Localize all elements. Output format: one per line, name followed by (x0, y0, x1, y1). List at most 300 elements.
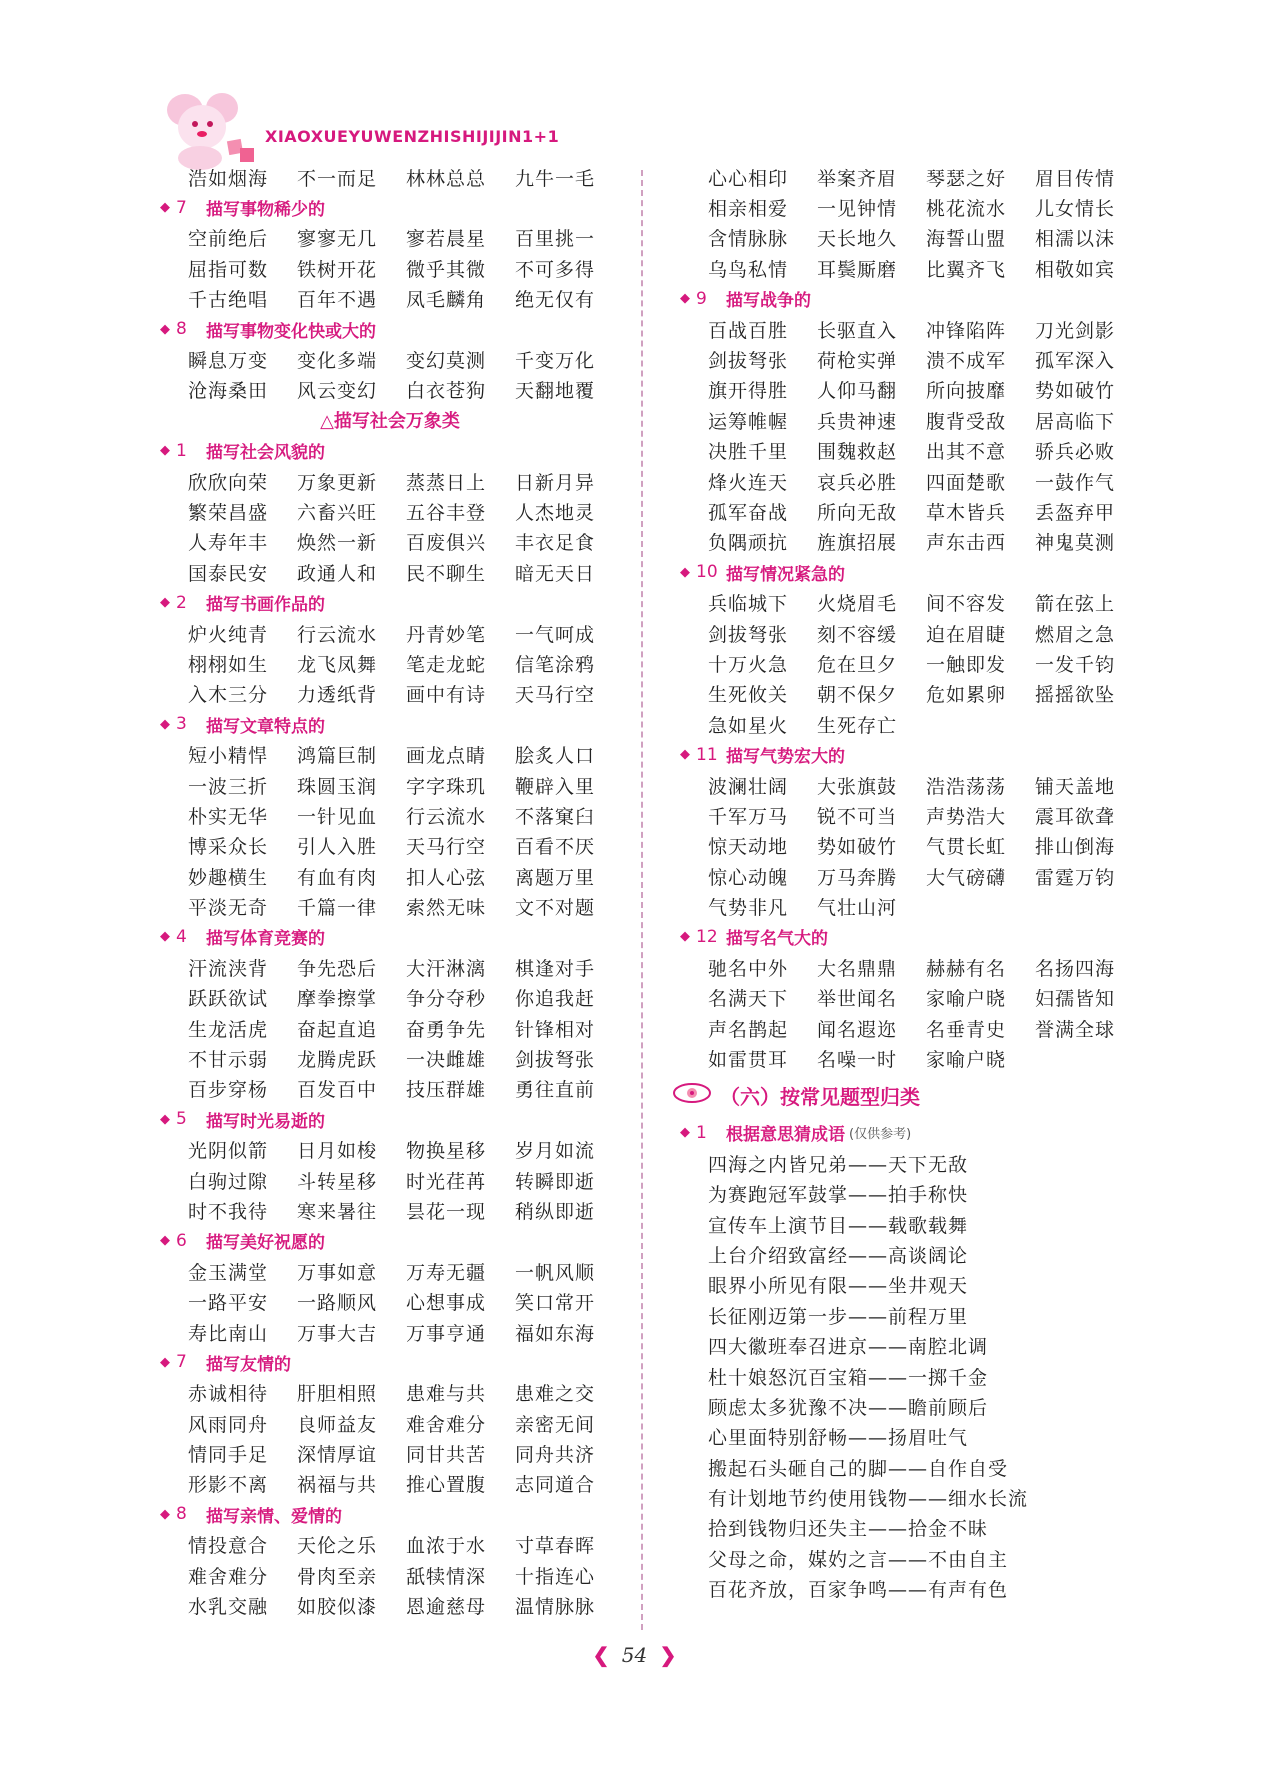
idiom: 海誓山盟 (926, 228, 1007, 251)
idiom: 鸿篇巨制 (297, 745, 378, 768)
idiom: 十万火急 (708, 653, 789, 676)
idiom: 大张旗鼓 (817, 775, 898, 798)
idiom: 势如破竹 (817, 836, 898, 859)
idiom: 龙腾虎跃 (297, 1049, 378, 1072)
idiom: 舐犊情深 (406, 1565, 487, 1588)
idiom: 名满天下 (708, 988, 789, 1011)
idiom: 民不聊生 (406, 562, 487, 585)
idiom: 气势非凡 (708, 897, 789, 920)
subsection-title: 描写事物变化快或大的 (206, 321, 376, 342)
idiom: 人杰地灵 (515, 501, 596, 524)
subsection-title: 描写体育竞赛的 (206, 929, 325, 950)
idiom: 心心相印 (708, 167, 789, 190)
idiom: 力透纸背 (297, 684, 378, 707)
idiom: 物换星移 (406, 1140, 487, 1163)
riddle-line: 搬起石头砸自己的脚——自作自受 (708, 1457, 1009, 1480)
idiom: 六畜兴旺 (297, 501, 378, 524)
subsection-title: 描写情况紧急的 (726, 564, 845, 585)
subsection-heading (160, 192, 620, 222)
idiom-row (160, 223, 620, 253)
subsection-heading (160, 587, 620, 617)
idiom: 瞬息万变 (188, 350, 269, 373)
idiom-row (160, 375, 620, 405)
idiom: 绝无仅有 (515, 289, 596, 312)
subsection-heading (680, 284, 1140, 314)
idiom: 旗开得胜 (708, 380, 789, 403)
idiom: 驰名中外 (708, 957, 789, 980)
riddle-line: 心里面特别舒畅——扬眉吐气 (708, 1427, 969, 1450)
idiom: 相亲相爱 (708, 198, 789, 221)
idiom: 蒸蒸日上 (406, 471, 487, 494)
idiom: 千军万马 (708, 805, 789, 828)
idiom: 光阴似箭 (188, 1140, 269, 1163)
idiom: 如雷贯耳 (708, 1049, 789, 1072)
idiom: 行云流水 (406, 805, 487, 828)
idiom: 争先恐后 (297, 957, 378, 980)
riddle-line: 杜十娘怒沉百宝箱——一掷千金 (708, 1366, 989, 1389)
idiom: 惊心动魄 (708, 866, 789, 889)
diamond-bullet-icon: ◆ (680, 564, 690, 580)
idiom: 浩浩荡荡 (926, 775, 1007, 798)
idiom: 勇往直前 (515, 1079, 596, 1102)
idiom: 气壮山河 (817, 897, 898, 920)
idiom: 风雨同舟 (188, 1413, 269, 1436)
idiom-row (680, 253, 1140, 283)
subsection-note: (仅供参考) (849, 1127, 912, 1143)
idiom-row (160, 1043, 620, 1073)
idiom: 患难之交 (515, 1383, 596, 1406)
idiom: 四面楚歌 (926, 471, 1007, 494)
idiom: 引人入胜 (297, 836, 378, 859)
idiom: 天翻地覆 (515, 380, 596, 403)
idiom: 一帆风顺 (515, 1261, 596, 1284)
idiom-row (160, 1286, 620, 1316)
idiom-row (160, 344, 620, 374)
idiom: 耳鬓厮磨 (817, 258, 898, 281)
idiom: 暗无天日 (515, 562, 596, 585)
idiom-row (160, 1469, 620, 1499)
idiom: 日新月异 (515, 471, 596, 494)
idiom: 志同道合 (515, 1474, 596, 1497)
idiom: 时不我待 (188, 1200, 269, 1223)
idiom: 剑拔弩张 (708, 350, 789, 373)
idiom: 波澜壮阔 (708, 775, 789, 798)
idiom: 信笔涂鸦 (515, 653, 596, 676)
subsection-title: 描写名气大的 (726, 929, 828, 950)
subsection-number: 3 (176, 714, 187, 735)
right-column (680, 162, 1140, 1604)
idiom: 举案齐眉 (817, 167, 898, 190)
idiom: 居高临下 (1035, 410, 1116, 433)
idiom: 相敬如宾 (1035, 258, 1116, 281)
subsection-title: 描写美好祝愿的 (206, 1233, 325, 1254)
idiom-row (680, 587, 1140, 617)
idiom: 百战百胜 (708, 319, 789, 342)
idiom: 血浓于水 (406, 1535, 487, 1558)
idiom: 千篇一律 (297, 897, 378, 920)
idiom: 变化多端 (297, 350, 378, 373)
section-heading (680, 1074, 1140, 1118)
idiom-row (680, 983, 1140, 1013)
diamond-bullet-icon: ◆ (680, 291, 690, 307)
subsection-number: 7 (176, 1352, 187, 1373)
idiom: 寥寥无几 (297, 228, 378, 251)
idiom: 一决雌雄 (406, 1049, 487, 1072)
idiom: 声东击西 (926, 532, 1007, 555)
idiom: 百看不厌 (515, 836, 596, 859)
idiom: 出其不意 (926, 441, 1007, 464)
idiom-row (680, 527, 1140, 557)
idiom: 金玉满堂 (188, 1261, 269, 1284)
idiom: 乌鸟私情 (708, 258, 789, 281)
idiom: 摇摇欲坠 (1035, 684, 1116, 707)
subsection-heading (160, 1499, 620, 1529)
idiom-row (680, 314, 1140, 344)
idiom: 大汗淋漓 (406, 957, 487, 980)
idiom: 草木皆兵 (926, 501, 1007, 524)
page-header (140, 82, 600, 172)
idiom: 良师益友 (297, 1413, 378, 1436)
idiom: 震耳欲聋 (1035, 805, 1116, 828)
idiom-row (160, 557, 620, 587)
idiom: 脍炙人口 (515, 745, 596, 768)
subsection-title: 描写友情的 (206, 1354, 291, 1375)
subsection-heading (680, 557, 1140, 587)
riddle-line: 拾到钱物归还失主——拾金不昧 (708, 1518, 989, 1541)
idiom: 温情脉脉 (515, 1596, 596, 1619)
subsection-title: 描写书画作品的 (206, 595, 325, 616)
idiom: 赫赫有名 (926, 957, 1007, 980)
idiom: 情同手足 (188, 1444, 269, 1467)
idiom: 惊天动地 (708, 836, 789, 859)
idiom: 摩拳擦掌 (297, 988, 378, 1011)
idiom: 锐不可当 (817, 805, 898, 828)
idiom: 空前绝后 (188, 228, 269, 251)
subsection-number: 5 (176, 1109, 187, 1130)
idiom: 一针见血 (297, 805, 378, 828)
riddle-line: 父母之命，媒妁之言——不由自主 (708, 1548, 1009, 1571)
idiom: 天长地久 (817, 228, 898, 251)
idiom: 一触即发 (926, 653, 1007, 676)
idiom: 万寿无疆 (406, 1261, 487, 1284)
diamond-bullet-icon: ◆ (160, 1354, 170, 1370)
idiom-row (680, 344, 1140, 374)
idiom: 凤毛麟角 (406, 289, 487, 312)
idiom: 万事如意 (297, 1261, 378, 1284)
subsection-heading (160, 709, 620, 739)
subsection-title: 根据意思猜成语 (726, 1125, 845, 1146)
idiom-row (680, 891, 1140, 921)
series-title: XIAOXUEYUWENZHISHIJIJIN1+1 (265, 127, 560, 146)
idiom: 朝不保夕 (817, 684, 898, 707)
idiom: 闻名遐迩 (817, 1018, 898, 1041)
idiom: 围魏救赵 (817, 441, 898, 464)
idiom-row (680, 436, 1140, 466)
subsection-number: 1 (176, 440, 187, 461)
idiom: 排山倒海 (1035, 836, 1116, 859)
idiom: 入木三分 (188, 684, 269, 707)
idiom-row (160, 983, 620, 1013)
idiom: 火烧眉毛 (817, 593, 898, 616)
idiom: 患难与共 (406, 1383, 487, 1406)
idiom-row (160, 800, 620, 830)
idiom: 争分夺秒 (406, 988, 487, 1011)
idiom: 刻不容缓 (817, 623, 898, 646)
idiom: 祸福与共 (297, 1474, 378, 1497)
idiom: 寸草春晖 (515, 1535, 596, 1558)
idiom-row (160, 952, 620, 982)
idiom: 势如破竹 (1035, 380, 1116, 403)
idiom: 气贯长虹 (926, 836, 1007, 859)
idiom: 恩逾慈母 (406, 1596, 487, 1619)
subsection-title: 描写亲情、爱情的 (206, 1506, 342, 1527)
idiom: 负隅顽抗 (708, 532, 789, 555)
idiom-row (160, 1195, 620, 1225)
idiom: 难舍难分 (406, 1413, 487, 1436)
idiom: 一发千钧 (1035, 653, 1116, 676)
page-number: 54 (621, 1643, 648, 1667)
idiom: 家喻户晓 (926, 1049, 1007, 1072)
idiom-row (680, 1013, 1140, 1043)
riddle-line: 顾虑太多犹豫不决——瞻前顾后 (708, 1396, 989, 1419)
idiom: 人寿年丰 (188, 532, 269, 555)
idiom: 扣人心弦 (406, 866, 487, 889)
diamond-bullet-icon: ◆ (160, 200, 170, 216)
riddle-line: 百花齐放，百家争鸣——有声有色 (708, 1579, 1009, 1602)
idiom: 百步穿杨 (188, 1079, 269, 1102)
mouse-mascot-icon (140, 82, 260, 172)
idiom: 间不容发 (926, 593, 1007, 616)
idiom: 荷枪实弹 (817, 350, 898, 373)
idiom: 鞭辟入里 (515, 775, 596, 798)
idiom: 微乎其微 (406, 258, 487, 281)
subsection-heading (160, 314, 620, 344)
idiom: 朴实无华 (188, 805, 269, 828)
column-divider (641, 170, 643, 1630)
idiom: 日月如梭 (297, 1140, 378, 1163)
idiom: 烽火连天 (708, 471, 789, 494)
page-footer (0, 1643, 1269, 1667)
idiom-row (160, 162, 620, 192)
idiom: 难舍难分 (188, 1565, 269, 1588)
diamond-bullet-icon: ◆ (680, 1125, 690, 1141)
idiom-row (160, 618, 620, 648)
subsection-title: 描写气势宏大的 (726, 747, 845, 768)
idiom: 跃跃欲试 (188, 988, 269, 1011)
idiom: 时光荏苒 (406, 1170, 487, 1193)
idiom: 心想事成 (406, 1292, 487, 1315)
idiom-row (160, 1074, 620, 1104)
idiom: 所向披靡 (926, 380, 1007, 403)
idiom: 同甘共苦 (406, 1444, 487, 1467)
subsection-heading (680, 739, 1140, 769)
idiom-row (680, 405, 1140, 435)
riddle-line: 上台介绍致富经——高谈阔论 (708, 1244, 969, 1267)
subsection-title: 描写社会风貌的 (206, 443, 325, 464)
idiom: 肝胆相照 (297, 1383, 378, 1406)
idiom: 孤军奋战 (708, 501, 789, 524)
idiom: 索然无味 (406, 897, 487, 920)
idiom: 决胜千里 (708, 441, 789, 464)
idiom-row (160, 1256, 620, 1286)
subsection-number: 8 (176, 319, 187, 340)
idiom: 林林总总 (406, 167, 487, 190)
idiom: 百废俱兴 (406, 532, 487, 555)
idiom: 万事亨通 (406, 1322, 487, 1345)
diamond-bullet-icon: ◆ (160, 929, 170, 945)
subsection-number: 12 (696, 926, 718, 947)
idiom-row (680, 952, 1140, 982)
subsection-heading (160, 1347, 620, 1377)
subsection-number: 10 (696, 562, 718, 583)
subsection-number: 6 (176, 1230, 187, 1251)
idiom: 寿比南山 (188, 1322, 269, 1345)
idiom: 你追我赶 (515, 988, 596, 1011)
idiom: 岁月如流 (515, 1140, 596, 1163)
idiom: 名噪一时 (817, 1049, 898, 1072)
idiom-row (680, 375, 1140, 405)
idiom: 画中有诗 (406, 684, 487, 707)
idiom: 天马行空 (515, 684, 596, 707)
idiom: 儿女情长 (1035, 198, 1116, 221)
idiom: 桃花流水 (926, 198, 1007, 221)
idiom: 形影不离 (188, 1474, 269, 1497)
category-heading: △描写社会万象类 (320, 411, 460, 433)
idiom: 所向无敌 (817, 501, 898, 524)
idiom-row (160, 1530, 620, 1560)
idiom: 如胶似漆 (297, 1596, 378, 1619)
idiom-row (680, 496, 1140, 526)
idiom: 笔走龙蛇 (406, 653, 487, 676)
idiom: 文不对题 (515, 897, 596, 920)
idiom: 九牛一毛 (515, 167, 596, 190)
diamond-bullet-icon: ◆ (160, 321, 170, 337)
idiom: 举世闻名 (817, 988, 898, 1011)
idiom: 大气磅礴 (926, 866, 1007, 889)
idiom: 一鼓作气 (1035, 471, 1116, 494)
idiom: 转瞬即逝 (515, 1170, 596, 1193)
idiom: 寒来暑往 (297, 1200, 378, 1223)
idiom: 名扬四海 (1035, 957, 1116, 980)
idiom: 名垂青史 (926, 1018, 1007, 1041)
idiom: 沧海桑田 (188, 380, 269, 403)
idiom: 万马奔腾 (817, 866, 898, 889)
idiom-row (160, 739, 620, 769)
idiom: 不一而足 (297, 167, 378, 190)
idiom: 哀兵必胜 (817, 471, 898, 494)
idiom: 一路平安 (188, 1292, 269, 1315)
diamond-bullet-icon: ◆ (680, 929, 690, 945)
idiom-row (680, 709, 1140, 739)
idiom: 离题万里 (515, 866, 596, 889)
idiom: 变幻莫测 (406, 350, 487, 373)
idiom: 国泰民安 (188, 562, 269, 585)
idiom: 骄兵必败 (1035, 441, 1116, 464)
idiom-row (680, 800, 1140, 830)
idiom: 剑拔弩张 (708, 623, 789, 646)
idiom: 含情脉脉 (708, 228, 789, 251)
idiom: 十指连心 (515, 1565, 596, 1588)
idiom-row (160, 831, 620, 861)
diamond-bullet-icon: ◆ (160, 1233, 170, 1249)
idiom-row (160, 466, 620, 496)
idiom: 千古绝唱 (188, 289, 269, 312)
idiom: 一路顺风 (297, 1292, 378, 1315)
idiom: 不落窠臼 (515, 805, 596, 828)
idiom: 风云变幻 (297, 380, 378, 403)
riddle-line: 为赛跑冠军鼓掌——拍手称快 (708, 1184, 969, 1207)
idiom: 比翼齐飞 (926, 258, 1007, 281)
diamond-bullet-icon: ◆ (680, 747, 690, 763)
riddle-line: 四大徽班奉召进京——南腔北调 (708, 1336, 989, 1359)
idiom-row (160, 496, 620, 526)
idiom: 五谷丰登 (406, 501, 487, 524)
idiom: 天马行空 (406, 836, 487, 859)
idiom: 同舟共济 (515, 1444, 596, 1467)
idiom: 长驱直入 (817, 319, 898, 342)
idiom: 平淡无奇 (188, 897, 269, 920)
idiom: 白驹过隙 (188, 1170, 269, 1193)
riddle-line: 眼界小所见有限——坐井观天 (708, 1275, 969, 1298)
idiom: 旌旗招展 (817, 532, 898, 555)
idiom: 有血有肉 (297, 866, 378, 889)
idiom-row (160, 648, 620, 678)
idiom-row (160, 770, 620, 800)
idiom: 迫在眉睫 (926, 623, 1007, 646)
idiom: 炉火纯青 (188, 623, 269, 646)
idiom-row (680, 223, 1140, 253)
idiom-row (680, 466, 1140, 496)
idiom: 丹青妙笔 (406, 623, 487, 646)
idiom: 一气呵成 (515, 623, 596, 646)
subsection-number: 2 (176, 592, 187, 613)
idiom: 不可多得 (515, 258, 596, 281)
idiom: 浩如烟海 (188, 167, 269, 190)
idiom: 腹背受敌 (926, 410, 1007, 433)
idiom: 雷霆万钧 (1035, 866, 1116, 889)
idiom: 兵贵神速 (817, 410, 898, 433)
subsection-heading (680, 1118, 1140, 1148)
idiom: 行云流水 (297, 623, 378, 646)
idiom-row (160, 1408, 620, 1438)
idiom: 水乳交融 (188, 1596, 269, 1619)
subsection-title: 描写文章特点的 (206, 716, 325, 737)
idiom: 生死存亡 (817, 714, 898, 737)
idiom: 亲密无间 (515, 1413, 596, 1436)
idiom: 万事大吉 (297, 1322, 378, 1345)
diamond-bullet-icon: ◆ (160, 443, 170, 459)
idiom: 妙趣横生 (188, 866, 269, 889)
idiom: 家喻户晓 (926, 988, 1007, 1011)
subsection-title: 描写战争的 (726, 291, 811, 312)
idiom: 赤诚相待 (188, 1383, 269, 1406)
idiom: 一见钟情 (817, 198, 898, 221)
idiom: 一波三折 (188, 775, 269, 798)
idiom-row (160, 1378, 620, 1408)
riddle-line: 四海之内皆兄弟——天下无敌 (708, 1153, 969, 1176)
idiom: 针锋相对 (515, 1018, 596, 1041)
idiom: 斗转星移 (297, 1170, 378, 1193)
idiom-row (160, 1438, 620, 1468)
riddle-line: 宣传车上演节目——载歌载舞 (708, 1214, 969, 1237)
idiom-row (680, 162, 1140, 192)
diamond-bullet-icon: ◆ (160, 1111, 170, 1127)
diamond-bullet-icon: ◆ (160, 1506, 170, 1522)
idiom: 不甘示弱 (188, 1049, 269, 1072)
arrow-left-icon: ❮ (592, 1643, 610, 1667)
section-title: （六）按常见题型归类 (720, 1085, 920, 1110)
idiom-row (160, 284, 620, 314)
